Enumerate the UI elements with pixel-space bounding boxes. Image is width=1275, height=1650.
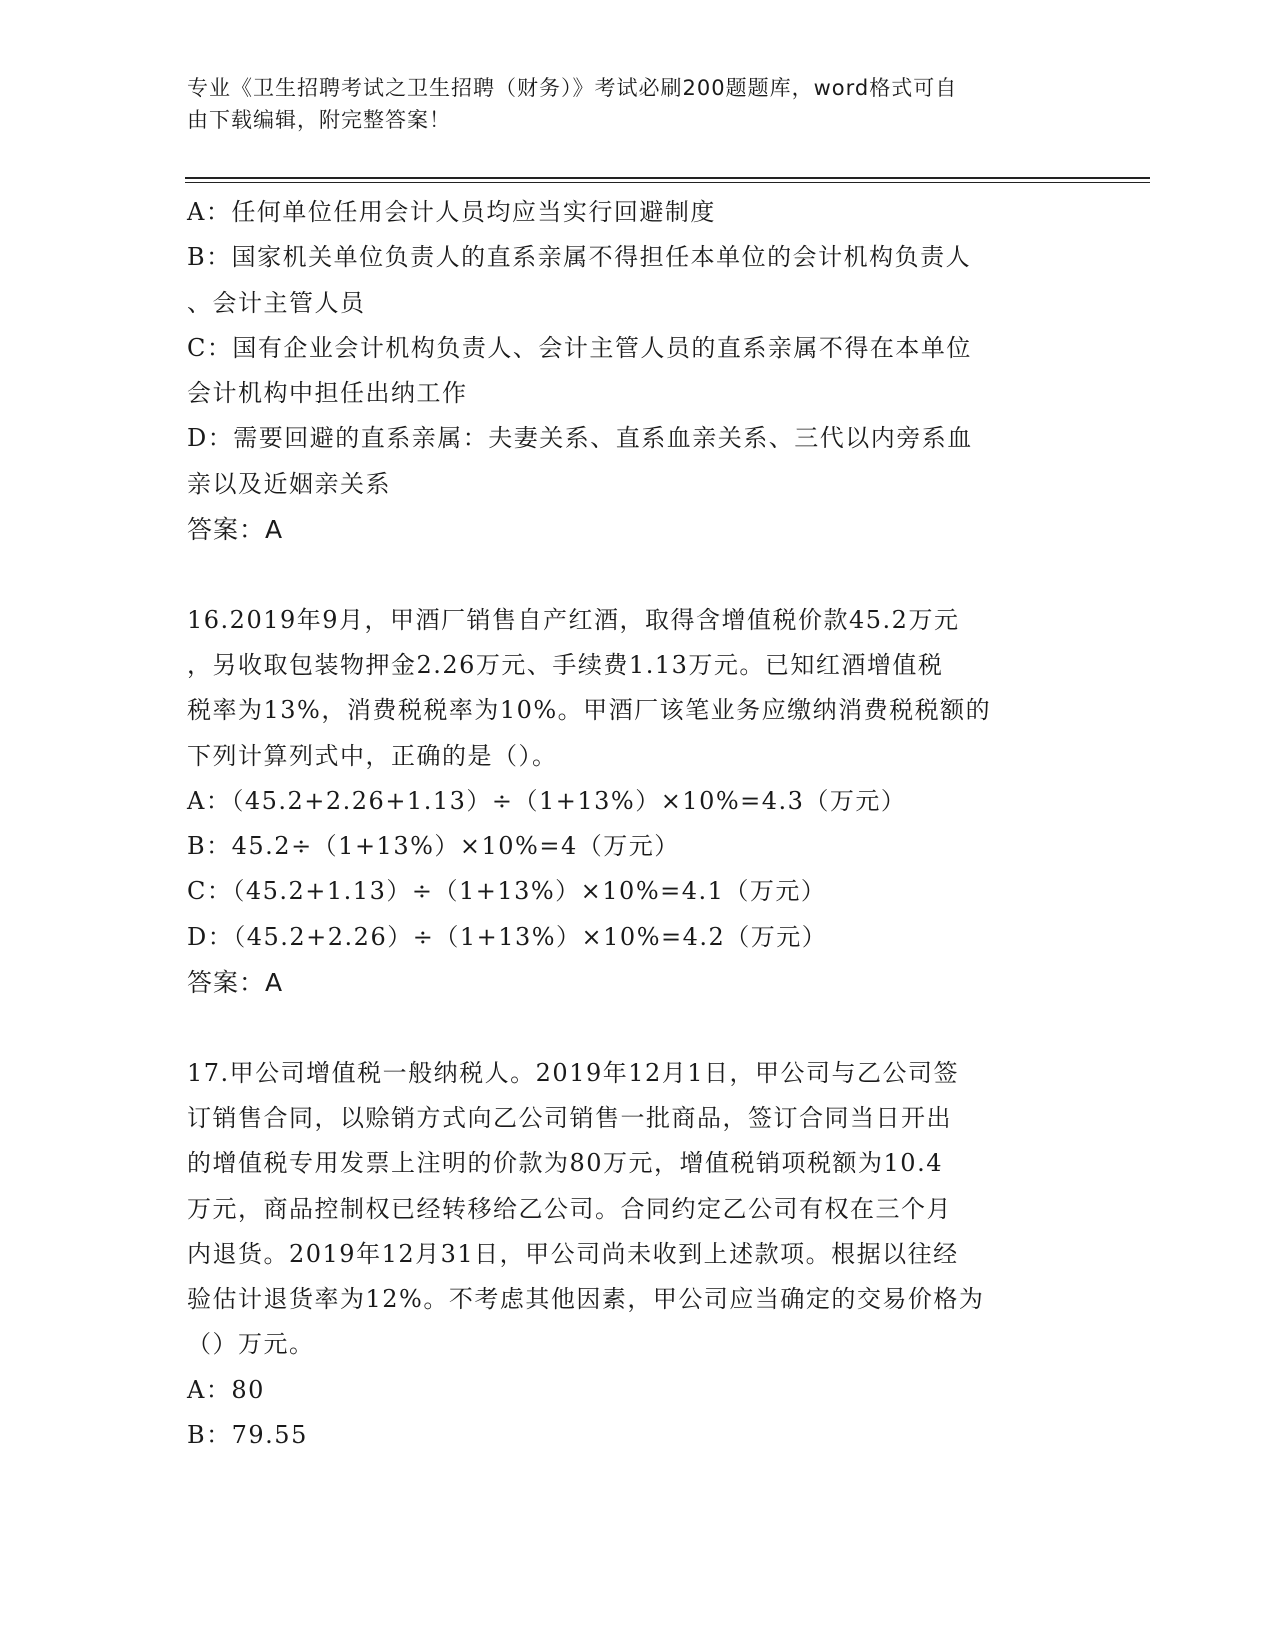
q17-stem-line-3: 的增值税专用发票上注明的价款为80万元，增值税销项税额为10.4 — [187, 1149, 943, 1178]
q15-option-c-line-1: C：国有企业会计机构负责人、会计主管人员的直系亲属不得在本单位 — [187, 333, 972, 362]
q17-stem-line-4: 万元，商品控制权已经转移给乙公司。合同约定乙公司有权在三个月 — [187, 1194, 952, 1223]
q16-stem-line-4: 下列计算列式中，正确的是（）。 — [187, 741, 558, 770]
q15-option-a: A：任何单位任用会计人员均应当实行回避制度 — [187, 198, 716, 226]
q15-option-d-line-2: 亲以及近姻亲关系 — [187, 469, 391, 498]
q15-answer: 答案：A — [187, 515, 284, 545]
q16-stem-line-3: 税率为13%，消费税税率为10%。甲酒厂该笔业务应缴纳消费税税额的 — [187, 696, 992, 725]
q15-option-d-line-1: D：需要回避的直系亲属：夫妻关系、直系血亲关系、三代以内旁系血 — [187, 424, 973, 453]
question-17 — [187, 1051, 1077, 1459]
page-header — [187, 72, 1067, 136]
q16-stem-line-2: ，另收取包装物押金2.26万元、手续费1.13万元。已知红酒增值税 — [187, 650, 944, 679]
spacer — [187, 1005, 1077, 1050]
q17-stem-line-2: 订销售合同，以赊销方式向乙公司销售一批商品，签订合同当日开出 — [187, 1103, 952, 1132]
header-divider-thin — [185, 182, 1150, 183]
header-divider-thick — [185, 177, 1150, 179]
header-title-line-1: 专业《卫生招聘考试之卫生招聘（财务）》考试必刷200题题库，word格式可自 — [187, 76, 958, 100]
q16-option-d: D：（45.2+2.26）÷（1+13%）×10%=4.2（万元） — [187, 922, 828, 951]
q15-option-b-line-1: B：国家机关单位负责人的直系亲属不得担任本单位的会计机构负责人 — [187, 243, 972, 272]
spacer — [187, 552, 1077, 597]
q16-option-c: C：（45.2+1.13）÷（1+13%）×10%=4.1（万元） — [187, 877, 827, 906]
q17-stem-line-1: 17.甲公司增值税一般纳税人。2019年12月1日，甲公司与乙公司签 — [187, 1058, 960, 1087]
q16-answer: 答案：A — [187, 968, 284, 998]
q16-stem-line-1: 16.2019年9月，甲酒厂销售自产红酒，取得含增值税价款45.2万元 — [187, 605, 960, 634]
q16-option-b: B：45.2÷（1+13%）×10%=4（万元） — [187, 832, 680, 861]
q15-option-b-line-2: 、会计主管人员 — [187, 288, 366, 317]
q15-option-c-line-2: 会计机构中担任出纳工作 — [187, 379, 468, 408]
q17-stem-line-6: 验估计退货率为12%。不考虑其他因素，甲公司应当确定的交易价格为 — [187, 1285, 985, 1314]
question-15-options — [187, 190, 1077, 552]
q17-stem-line-5: 内退货。2019年12月31日，甲公司尚未收到上述款项。根据以往经 — [187, 1239, 959, 1268]
q16-option-a: A：（45.2+2.26+1.13）÷（1+13%）×10%=4.3（万元） — [187, 786, 907, 815]
question-16 — [187, 598, 1077, 1006]
header-title-line-2: 由下载编辑，附完整答案！ — [187, 108, 451, 132]
document-body — [187, 190, 1077, 1458]
q17-option-b: B：79.55 — [187, 1421, 308, 1450]
q17-stem-line-7: （）万元。 — [187, 1330, 315, 1359]
q17-option-a: A：80 — [187, 1375, 265, 1404]
